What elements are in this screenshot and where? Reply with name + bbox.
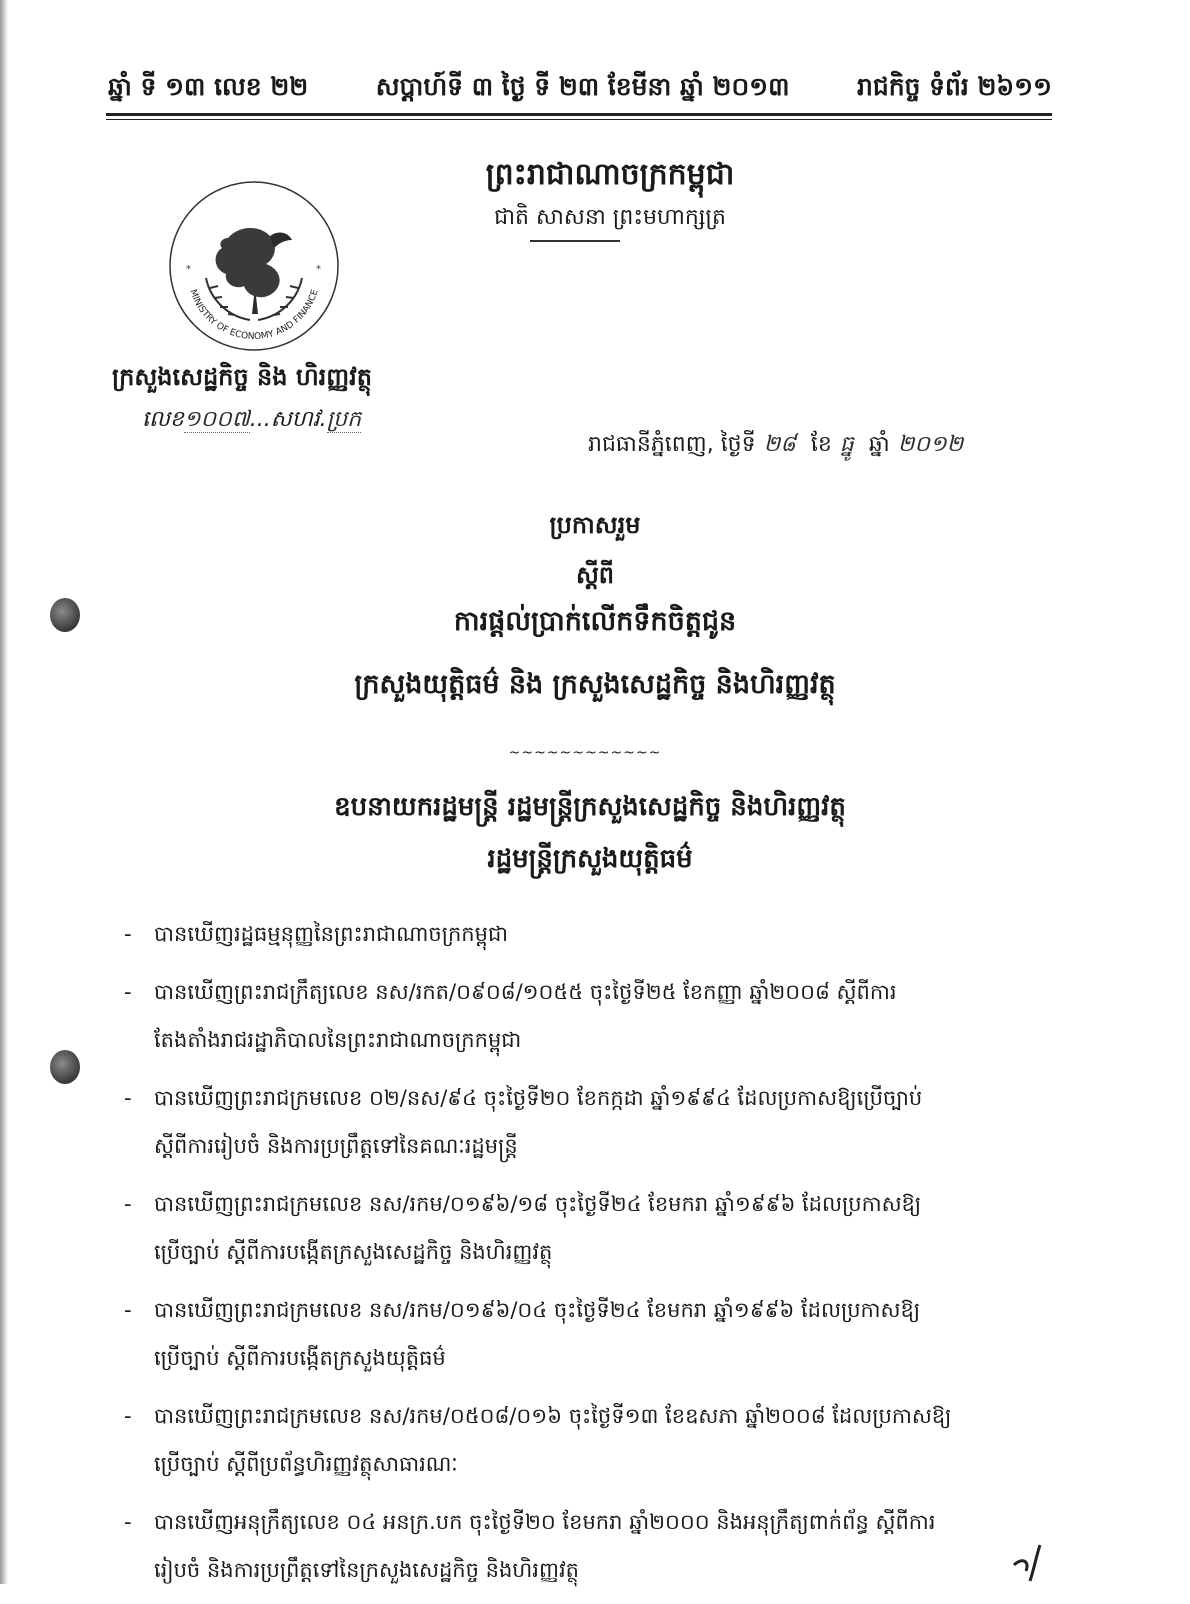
bullet-dash: - [124, 1086, 132, 1110]
gazette-date: សប្តាហ៍ទី ៣ ថ្ងៃ ទី ២៣ ខែមីនា ឆ្នាំ ២០១៣ [375, 72, 790, 101]
bullet-dash: - [124, 1192, 132, 1216]
date-year: ២០១២ [897, 432, 964, 457]
year-label: ឆ្នាំ [868, 432, 890, 457]
bullet-dash: - [124, 1510, 132, 1534]
list-item [124, 1074, 1054, 1170]
gazette-page: រាជកិច្ច ទំព័រ ២៦១១ [856, 72, 1052, 101]
list-item [124, 968, 1054, 1064]
ref-number: ១០០៧ [183, 407, 250, 432]
ministry-name: ក្រសួងសេដ្ឋកិច្ច និង ហិរញ្ញវត្ថុ [112, 363, 372, 391]
document-date [588, 430, 971, 462]
title-recipients: ក្រសួងយុត្តិធម៌ និង ក្រសួងសេដ្ឋកិច្ច និងហិរញ្ញវត្ថុ [354, 669, 836, 700]
bullet-dash: - [124, 980, 132, 1004]
item-text: បានឃើញអនុក្រឹត្យលេខ ០៤ អនក្រ.បក ចុះថ្ងៃទី២០ ខែមករា ឆ្នាំ២០០០ និងអនុក្រឹត្យពាក់ព័ន្ធ ស្តីពីការ [154, 1510, 936, 1534]
page-edge-shadow [0, 0, 8, 1584]
motto-divider [530, 240, 620, 242]
authority-line: ឧបនាយករដ្ឋមន្ត្រី រដ្ឋមន្ត្រីក្រសួងសេដ្ឋកិច្ច និងហិរញ្ញវត្ថុ [334, 792, 846, 822]
national-motto: ជាតិ សាសនា ព្រះមហាក្សត្រ [494, 205, 726, 230]
list-item [124, 1180, 1054, 1276]
list-item [124, 1392, 1054, 1488]
title-about: ស្តីពី [575, 561, 615, 589]
header-rule [106, 113, 1052, 116]
title-subject: ការផ្តល់ប្រាក់លើកទឹកចិត្តជូន [453, 606, 737, 637]
list-item [124, 910, 1054, 958]
seal-ring-text: MINISTRY OF ECONOMY AND FINANCE [187, 288, 321, 343]
authority-line: រដ្ឋមន្ត្រីក្រសួងយុត្តិធម៌ [487, 844, 693, 874]
ref-middle: ...សហវ. [249, 407, 327, 432]
item-text: បានឃើញរដ្ឋធម្មនុញ្ញនៃព្រះរាជាណាចក្រកម្ពុជា [154, 922, 508, 946]
punch-hole [50, 598, 80, 632]
item-text: បានឃើញព្រះរាជក្រមលេខ នស/រកម/០១៩៦/១៨ ចុះថ្ងៃទី២៤ ខែមករា ឆ្នាំ១៩៩៦ ដែលប្រកាសឱ្យ [154, 1192, 922, 1216]
legal-basis-list [124, 910, 1054, 1604]
seal-star: * [316, 264, 321, 275]
date-month: ធ្នូ [839, 432, 854, 457]
item-text-cont: ស្តីពីការរៀបចំ និងការប្រព្រឹត្តទៅនៃគណៈរដ្ឋមន្ត្រី [154, 1134, 518, 1158]
phoenix-bird-icon [206, 228, 302, 320]
ref-prefix: លេខ [142, 407, 184, 432]
kingdom-title: ព្រះរាជាណាចក្រកម្ពុជា [485, 157, 735, 192]
ref-code: ប្រក [326, 407, 362, 432]
item-text: បានឃើញព្រះរាជក្រមលេខ នស/រកម/០១៩៦/០៤ ចុះថ្ងៃទី២៤ ខែមករា ឆ្នាំ១៩៩៦ ដែលប្រកាសឱ្យ [154, 1298, 921, 1322]
date-day: ២៨ [763, 432, 796, 457]
item-text: បានឃើញព្រះរាជក្រមលេខ ០២/នស/៩៤ ចុះថ្ងៃទី២០ ខែកក្កដា ឆ្នាំ១៩៩៤ ដែលប្រកាសឱ្យប្រើច្បាប់ [154, 1086, 923, 1110]
header-rule-thin [106, 119, 1052, 120]
bullet-dash: - [124, 922, 132, 946]
title-ornament: ~~~~~~~~~~~~ [508, 745, 662, 761]
reference-number [142, 405, 361, 437]
list-item [124, 1286, 1054, 1382]
document-type: ប្រកាសរួម [549, 511, 641, 539]
seal-star: * [186, 264, 191, 275]
item-text-cont: ប្រើច្បាប់ ស្តីពីប្រព័ន្ធហិរញ្ញវត្ថុសាធារណៈ [154, 1452, 458, 1476]
item-text: បានឃើញព្រះរាជក្រមលេខ នស/រកម/០៥០៨/០១៦ ចុះថ្ងៃទី១៣ ខែឧសភា ឆ្នាំ២០០៨ ដែលប្រកាសឱ្យ [154, 1404, 952, 1428]
item-text: បានឃើញព្រះរាជក្រឹត្យលេខ នស/រកត/០៩០៨/១០៥៥ ចុះថ្ងៃទី២៥ ខែកញ្ញា ឆ្នាំ២០០៨ ស្តីពីការ [154, 980, 897, 1004]
gazette-header [108, 70, 1052, 110]
punch-hole [50, 1050, 80, 1084]
item-text-cont: ប្រើច្បាប់ ស្តីពីការបង្កើតក្រសួងសេដ្ឋកិច្ច និងហិរញ្ញវត្ថុ [154, 1240, 553, 1264]
date-prefix: រាជធានីភ្នំពេញ, ថ្ងៃទី [588, 432, 756, 457]
ministry-seal-icon [166, 178, 342, 354]
item-text-cont: រៀបចំ និងការប្រព្រឹត្តទៅនៃក្រសួងសេដ្ឋកិច្ច និងហិរញ្ញវត្ថុ [154, 1558, 579, 1582]
bullet-dash: - [124, 1298, 132, 1322]
month-label: ខែ [810, 432, 832, 457]
gazette-year-issue: ឆ្នាំ ទី ១៣ លេខ ២២ [108, 72, 309, 101]
handwritten-mark-icon [1000, 1535, 1070, 1584]
item-text-cont: តែងតាំងរាជរដ្ឋាភិបាលនៃព្រះរាជាណាចក្រកម្ពុជា [154, 1028, 522, 1052]
list-item [124, 1498, 1054, 1594]
bullet-dash: - [124, 1404, 132, 1428]
item-text-cont: ប្រើច្បាប់ ស្តីពីការបង្កើតក្រសួងយុត្តិធម៌ [154, 1346, 446, 1370]
